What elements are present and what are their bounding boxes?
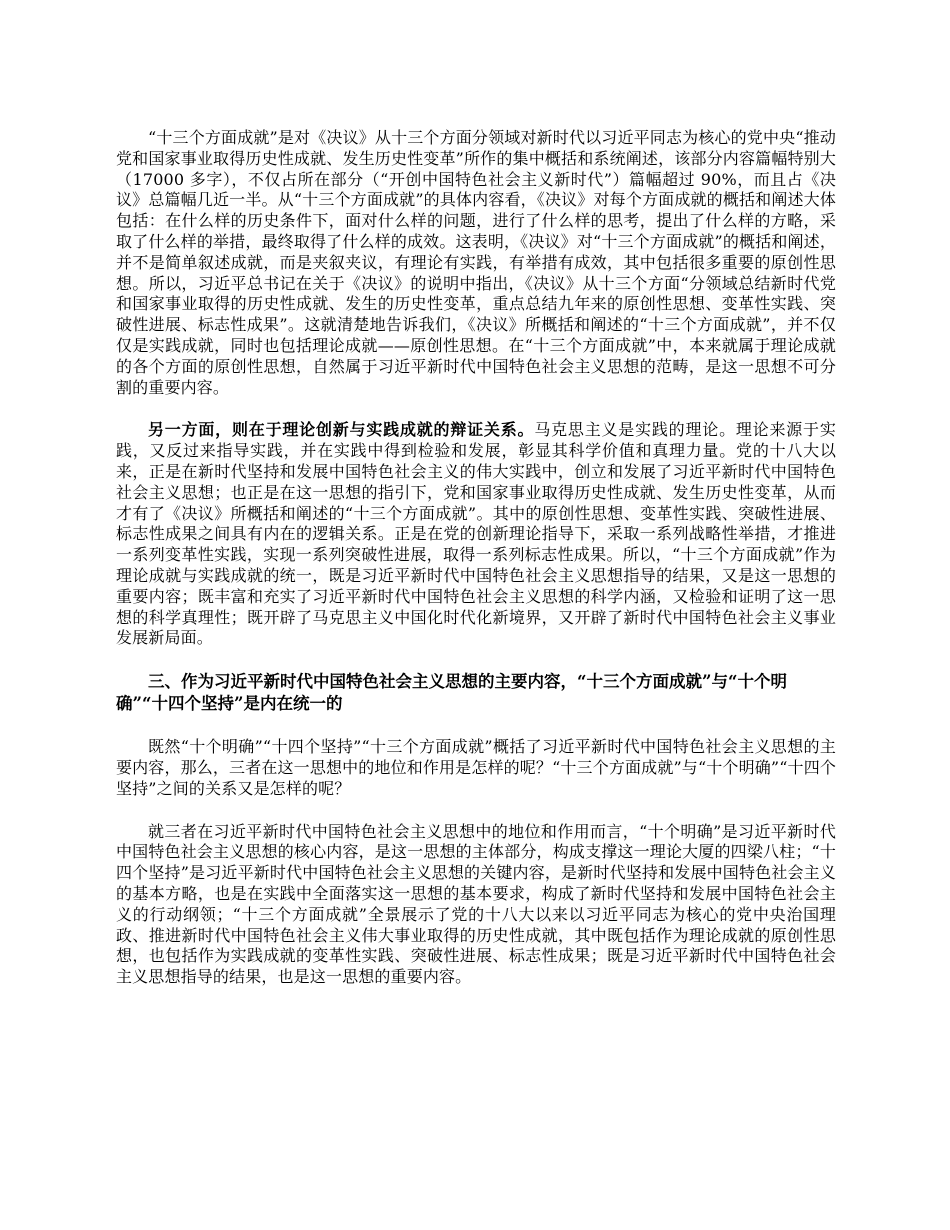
paragraph-thirteen-achievements: “十三个方面成就”是对《决议》从十三个方面分领域对新时代以习近平同志为核心的党中央“推动党和国家事业取得历史性成就、发生历史性变革”所作的集中概括和系统阐述，该部分内容篇幅特别大（17000 多字），不仅占所在部分（“开创中国特色社会主义新时代”）篇幅超过 90%，而且占《决议》总篇幅几近一半。从“十三个方面成就”的具体内容看，《决议》对每个方面成就的概括和阐述大体包括：在什么样的历史条件下，面对什么样的问题，进行了什么样的思考，提出了什么样的方略，采取了什么样的举措，最终取得了什么样的成效。这表明，《决议》对“十三个方面成就”的概括和阐述，并不是简单叙述成就，而是夹叙夹议，有理论有实践，有举措有成效，其中包括很多重要的原创性思想。所以，习近平总书记在关于《决议》的说明中指出，《决议》从十三个方面“分领域总结新时代党和国家事业取得的历史性成就、发生的历史性变革，重点总结九年来的原创性思想、变革性实践、突破性进展、标志性成果”。这就清楚地告诉我们，《决议》所概括和阐述的“十三个方面成就”，并不仅仅是实践成就，同时也包括理论成就——原创性思想。在“十三个方面成就”中，本来就属于理论成就的各个方面的原创性思想，自然属于习近平新时代中国特色社会主义思想的范畴，是这一思想不可分割的重要内容。 bbox=[116, 128, 836, 397]
paragraph-status-and-role: 就三者在习近平新时代中国特色社会主义思想中的地位和作用而言，“十个明确”是习近平新时代中国特色社会主义思想的核心内容，是这一思想的主体部分，构成支撑这一理论大厦的四梁八柱；“十四个坚持”是习近平新时代中国特色社会主义思想的关键内容，是新时代坚持和发展中国特色社会主义的基本方略，也是在实践中全面落实这一思想的基本要求，构成了新时代坚持和发展中国特色社会主义的行动纲领；“十三个方面成就”全景展示了党的十八大以来以习近平同志为核心的党中央治国理政、推进新时代中国特色社会主义伟大事业取得的历史性成就，其中既包括作为理论成就的原创性思想，也包括作为实践成就的变革性实践、突破性进展、标志性成果；既是习近平新时代中国特色社会主义思想指导的结果，也是这一思想的重要内容。 bbox=[116, 821, 836, 987]
paragraph-question: 既然“十个明确”“十四个坚持”“十三个方面成就”概括了习近平新时代中国特色社会主义思想的主要内容，那么，三者在这一思想中的地位和作用是怎样的呢？“十三个方面成就”与“十个明确”“十四个坚持”之间的关系又是怎样的呢？ bbox=[116, 737, 836, 798]
paragraph-lead-bold: 另一方面，则在于理论创新与实践成就的辩证关系。 bbox=[148, 420, 535, 440]
document-page bbox=[116, 128, 836, 1010]
paragraph-body-text: 马克思主义是实践的理论。理论来源于实践，又反过来指导实践，并在实践中得到检验和发展，彰显其科学价值和真理力量。党的十八大以来，正是在新时代坚持和发展中国特色社会主义的伟大实践中，创立和发展了习近平新时代中国特色社会主义思想；也正是在这一思想的指引下，党和国家事业取得历史性成就、发生历史性变革，从而才有了《决议》所概括和阐述的“十三个方面成就”。其中的原创性思想、变革性实践、突破性进展、标志性成果之间具有内在的逻辑关系。正是在党的创新理论指导下，采取一系列战略性举措，才推进一系列变革性实践，实现一系列突破性进展，取得一系列标志性成果。所以，“十三个方面成就”作为理论成就与实践成就的统一，既是习近平新时代中国特色社会主义思想指导的结果，又是这一思想的重要内容；既丰富和充实了习近平新时代中国特色社会主义思想的科学内涵，又检验和证明了这一思想的科学真理性；既开辟了马克思主义中国化时代化新境界，又开辟了新时代中国特色社会主义事业发展新局面。 bbox=[116, 420, 836, 648]
paragraph-dialectical-relation bbox=[116, 420, 836, 649]
section-heading: 三、作为习近平新时代中国特色社会主义思想的主要内容，“十三个方面成就”与“十个明确”“十四个坚持”是内在统一的 bbox=[116, 672, 787, 714]
